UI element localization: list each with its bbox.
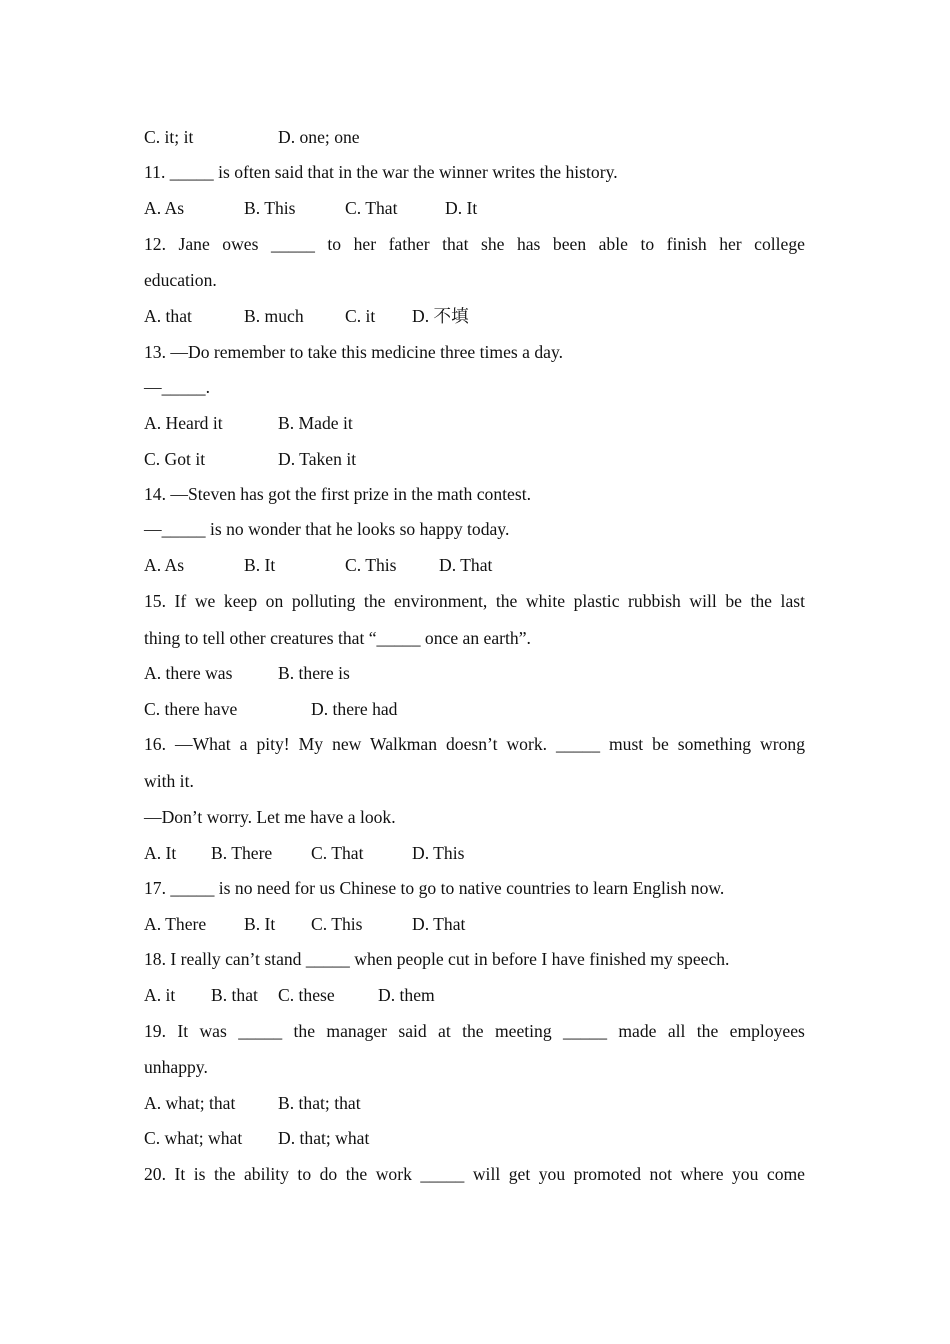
q17-stem: 17. _____ is no need for us Chinese to go to native countries to learn English now. xyxy=(144,878,725,898)
q18-stem: 18. I really can’t stand _____ when people cut in before I have finished my speech. xyxy=(144,949,730,969)
q19-stem-line2: unhappy. xyxy=(144,1057,208,1077)
word: to xyxy=(640,234,655,254)
word: to xyxy=(327,234,342,254)
q12-option-c: C. it xyxy=(345,306,376,326)
q15-stem-line2: thing to tell other creatures that “_____ once an earth”. xyxy=(144,628,531,648)
word: Jane xyxy=(178,234,210,254)
q17-option-d: D. That xyxy=(412,914,466,934)
q12-stem-line2: education. xyxy=(144,270,217,290)
answer-blank: _____ xyxy=(270,234,315,254)
answer-blank: _____ xyxy=(563,1021,607,1041)
q14-stem: 14. —Steven has got the first prize in the math contest. xyxy=(144,484,531,504)
word: It xyxy=(177,1021,189,1041)
q18-option-d: D. them xyxy=(378,985,435,1005)
q16-option-a: A. It xyxy=(144,843,177,863)
q20-stem-line1: 20. It is the ability to do the work _____ will get you promoted not where you come xyxy=(144,1164,805,1184)
word: all xyxy=(667,1021,686,1041)
q13-reply: —_____. xyxy=(144,377,210,397)
q18-option-c: C. these xyxy=(278,985,335,1005)
q16-option-b: B. There xyxy=(211,843,273,863)
q15-option-b: B. there is xyxy=(278,663,350,683)
q13-option-a: A. Heard it xyxy=(144,413,223,433)
q11-stem: 11. _____ is often said that in the war the winner writes the history. xyxy=(144,162,618,182)
word: the xyxy=(293,1021,316,1041)
q12-option-b: B. much xyxy=(244,306,304,326)
word: able xyxy=(598,234,628,254)
q16-option-c: C. That xyxy=(311,843,364,863)
q19-option-c: C. what; what xyxy=(144,1128,243,1148)
q13-stem: 13. —Do remember to take this medicine three times a day. xyxy=(144,342,564,362)
word: been xyxy=(552,234,587,254)
word: the xyxy=(696,1021,719,1041)
word: was xyxy=(199,1021,227,1041)
answer-blank: _____ xyxy=(238,1021,283,1041)
q11-option-d: D. It xyxy=(445,198,478,218)
q13-option-d: D. Taken it xyxy=(278,449,357,469)
q16-option-d: D. This xyxy=(412,843,465,863)
q10-option-d: D. one; one xyxy=(278,127,360,147)
q11-option-c: C. That xyxy=(345,198,398,218)
q14-option-d: D. That xyxy=(439,555,493,575)
q16-stem-line1: 16. —What a pity! My new Walkman doesn’t work. _____ must be something wrong xyxy=(144,734,805,754)
q13-option-b: B. Made it xyxy=(278,413,353,433)
word: at xyxy=(438,1021,451,1041)
q13-option-c: C. Got it xyxy=(144,449,206,469)
word: that xyxy=(442,234,469,254)
q14-option-c: C. This xyxy=(345,555,397,575)
q17-option-c: C. This xyxy=(311,914,363,934)
q19-option-d: D. that; what xyxy=(278,1128,370,1148)
word: manager xyxy=(326,1021,387,1041)
q19-option-b: B. that; that xyxy=(278,1093,361,1113)
q14-reply: —_____ is no wonder that he looks so happy today. xyxy=(144,519,510,539)
q12-option-a: A. that xyxy=(144,306,192,326)
word: has xyxy=(516,234,541,254)
q12-stem-line1 xyxy=(144,233,805,255)
word: the xyxy=(462,1021,484,1041)
word: employees xyxy=(729,1021,805,1041)
q16-stem-line2: with it. xyxy=(144,771,194,791)
q17-option-a: A. There xyxy=(144,914,207,934)
word: finish xyxy=(666,234,707,254)
q19-stem-line1 xyxy=(144,1020,805,1042)
word: father xyxy=(388,234,430,254)
word: her xyxy=(719,234,742,254)
word: 12. xyxy=(144,234,166,254)
word: she xyxy=(481,234,505,254)
q15-option-c: C. there have xyxy=(144,699,238,719)
word: college xyxy=(754,234,805,254)
q15-option-a: A. there was xyxy=(144,663,233,683)
q12-option-d: D. 不填 xyxy=(412,306,469,326)
q16-reply: —Don’t worry. Let me have a look. xyxy=(144,807,396,827)
word: said xyxy=(398,1021,427,1041)
q19-option-a: A. what; that xyxy=(144,1093,236,1113)
q11-option-a: A. As xyxy=(144,198,185,218)
q18-option-a: A. it xyxy=(144,985,176,1005)
q11-option-b: B. This xyxy=(244,198,296,218)
word: owes xyxy=(222,234,259,254)
q18-option-b: B. that xyxy=(211,985,258,1005)
word: made xyxy=(618,1021,657,1041)
q17-option-b: B. It xyxy=(244,914,276,934)
q14-option-a: A. As xyxy=(144,555,185,575)
q14-option-b: B. It xyxy=(244,555,276,575)
word: her xyxy=(353,234,377,254)
q15-option-d: D. there had xyxy=(311,699,398,719)
q10-option-c: C. it; it xyxy=(144,127,194,147)
word: meeting xyxy=(494,1021,552,1041)
q15-stem-line1: 15. If we keep on polluting the environment, the white plastic rubbish will be the last xyxy=(144,591,805,611)
word: 19. xyxy=(144,1021,166,1041)
